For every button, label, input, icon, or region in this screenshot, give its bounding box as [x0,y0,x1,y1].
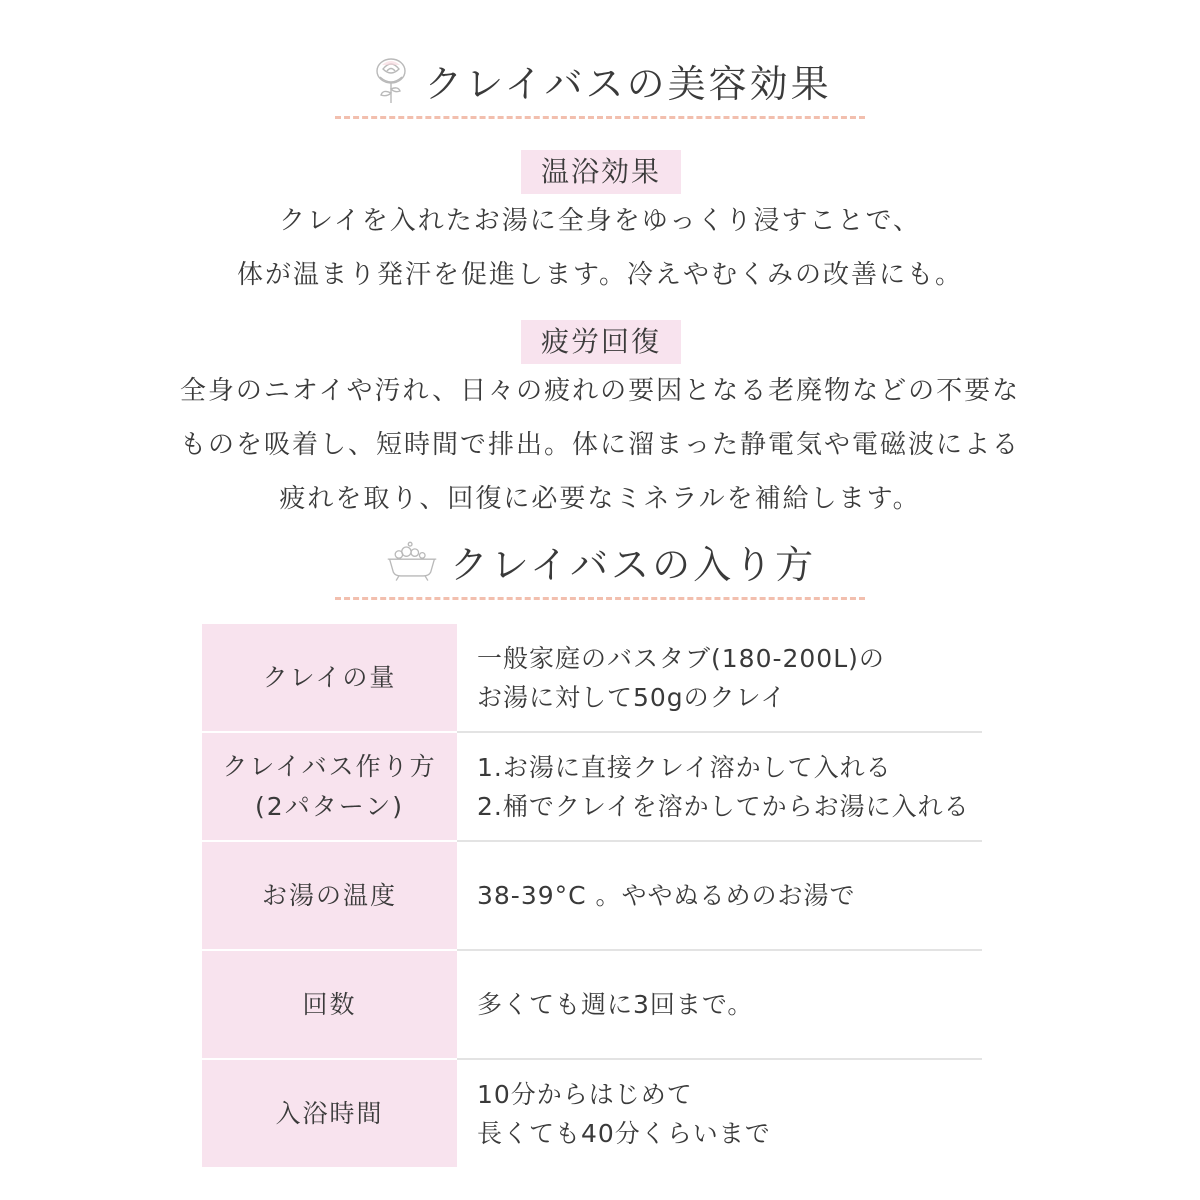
bathtub-icon [384,540,440,582]
label-line: (2パターン) [255,791,404,821]
rose-icon [368,55,414,105]
value-line: 長くても40分くらいまで [477,1119,771,1148]
value-line: 1.お湯に直接クレイ溶かして入れる [477,752,892,782]
table-row [202,841,982,950]
label-line: お湯の温度 [261,880,397,910]
row-value [457,841,982,950]
table-row [202,732,982,841]
row-label [202,950,457,1059]
section-title-text: クレイバスの美容効果 [424,61,832,106]
dashed-divider [335,116,865,119]
paragraph-line: 疲れを取り、回復に必要なミネラルを補給します。 [279,484,921,514]
row-value [457,950,982,1059]
table-row [202,950,982,1059]
table-row [202,1059,982,1168]
paragraph-line: ものを吸着し、短時間で排出。体に溜まった静電気や電磁波による [179,430,1020,460]
paragraph-fatigue-recovery [0,364,1200,526]
row-label [202,1059,457,1168]
row-label [202,841,457,950]
paragraph-warm-bath [0,194,1200,302]
how-to-table [202,624,982,1169]
tag-warm-bath-effect: 温浴効果 [521,150,681,194]
value-line: お湯に対して50gのクレイ [477,682,787,712]
value-line: 38-39°C 。ややぬるめのお湯で [477,881,856,910]
label-line: 回数 [302,989,357,1019]
label-line: クレイの量 [262,662,397,692]
label-line: 入浴時間 [275,1098,384,1128]
row-value [457,732,982,841]
label-line: クレイバス作り方 [222,751,437,781]
value-line: 一般家庭のバスタブ(180-200L)の [477,643,885,673]
row-value [457,1059,982,1168]
value-line: 10分からはじめて [477,1080,693,1109]
section-title-beauty-effects [0,52,1200,108]
paragraph-line: 体が温まり発汗を促進します。冷えやむくみの改善にも。 [237,260,963,290]
value-line: 2.桶でクレイを溶かしてからお湯に入れる [477,791,970,821]
row-label [202,624,457,732]
row-label [202,732,457,841]
paragraph-line: 全身のニオイや汚れ、日々の疲れの要因となる老廃物などの不要な [179,376,1021,406]
tag-fatigue-recovery: 疲労回復 [521,320,681,364]
paragraph-line: クレイを入れたお湯に全身をゆっくり浸すことで、 [279,206,921,236]
section-title-how-to-bathe [0,533,1200,589]
section-title-text: クレイバスの入り方 [449,542,817,587]
row-value [457,624,982,732]
dashed-divider [335,597,865,600]
table-row [202,624,982,732]
value-line: 多くても週に3回まで。 [477,990,754,1019]
